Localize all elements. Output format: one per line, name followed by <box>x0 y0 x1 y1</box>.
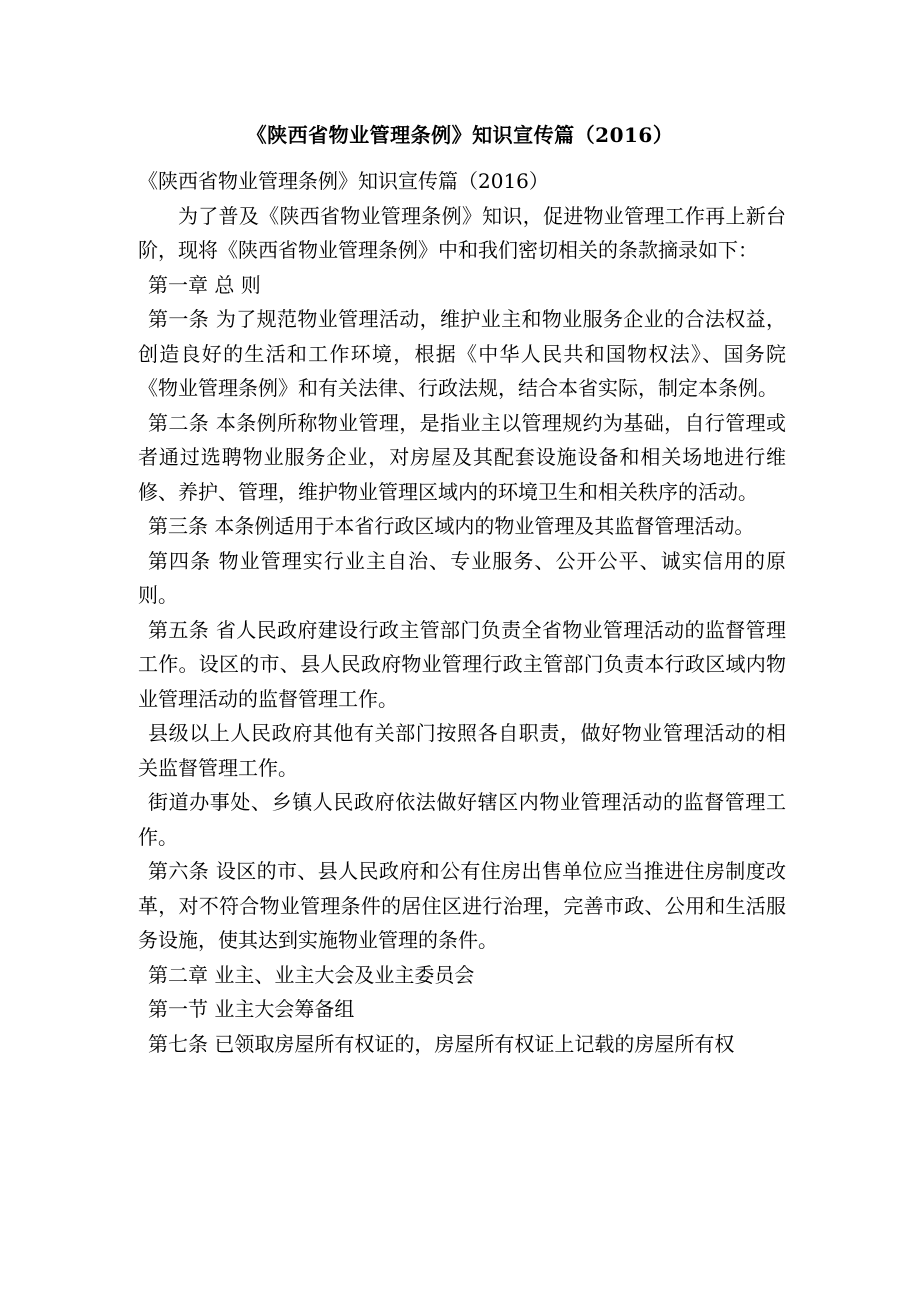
chapter-heading: 第二章 业主、业主大会及业主委员会 <box>148 962 475 987</box>
intro-paragraph: 为了普及《陕西省物业管理条例》知识，促进物业管理工作再上新台阶，现将《陕西省物业管理条例》中和我们密切相关的条款摘录如下： <box>138 203 786 262</box>
chapter-heading: 第一章 总 则 <box>148 272 261 297</box>
article-paragraph: 第七条 已领取房屋所有权证的，房屋所有权证上记载的房屋所有权 <box>148 1031 735 1056</box>
document-title: 《陕西省物业管理条例》知识宣传篇（2016） <box>246 123 674 147</box>
document-subtitle: 《陕西省物业管理条例》知识宣传篇（2016） <box>138 169 549 193</box>
section-heading: 第一节 业主大会筹备组 <box>148 997 355 1021</box>
article-paragraph: 第五条 省人民政府建设行政主管部门负责全省物业管理活动的监督管理工作。设区的市、县人民政府物业管理行政主管部门负责本行政区域内物业管理活动的监督管理工作。 <box>138 617 786 711</box>
article-paragraph: 第一条 为了规范物业管理活动，维护业主和物业服务企业的合法权益，创造良好的生活和工作环境，根据《中华人民共和国物权法》、国务院《物业管理条例》和有关法律、行政法规，结合本省实际，制定本条例。 <box>138 307 786 400</box>
article-paragraph: 第二条 本条例所称物业管理，是指业主以管理规约为基础，自行管理或者通过选聘物业服务企业，对房屋及其配套设施设备和相关场地进行维修、养护、管理，维护物业管理区域内的环境卫生和相关秩序的活动。 <box>138 410 786 504</box>
article-paragraph: 县级以上人民政府其他有关部门按照各自职责，做好物业管理活动的相关监督管理工作。 <box>138 721 786 780</box>
article-paragraph: 街道办事处、乡镇人民政府依法做好辖区内物业管理活动的监督管理工作。 <box>138 790 786 849</box>
document-body <box>138 164 786 1061</box>
article-paragraph: 第三条 本条例适用于本省行政区域内的物业管理及其监督管理活动。 <box>148 514 755 538</box>
article-paragraph: 第四条 物业管理实行业主自治、专业服务、公开公平、诚实信用的原则。 <box>138 548 786 607</box>
article-paragraph: 第六条 设区的市、县人民政府和公有住房出售单位应当推进住房制度改革，对不符合物业管理条件的居住区进行治理，完善市政、公用和生活服务设施，使其达到实施物业管理的条件。 <box>138 859 786 952</box>
